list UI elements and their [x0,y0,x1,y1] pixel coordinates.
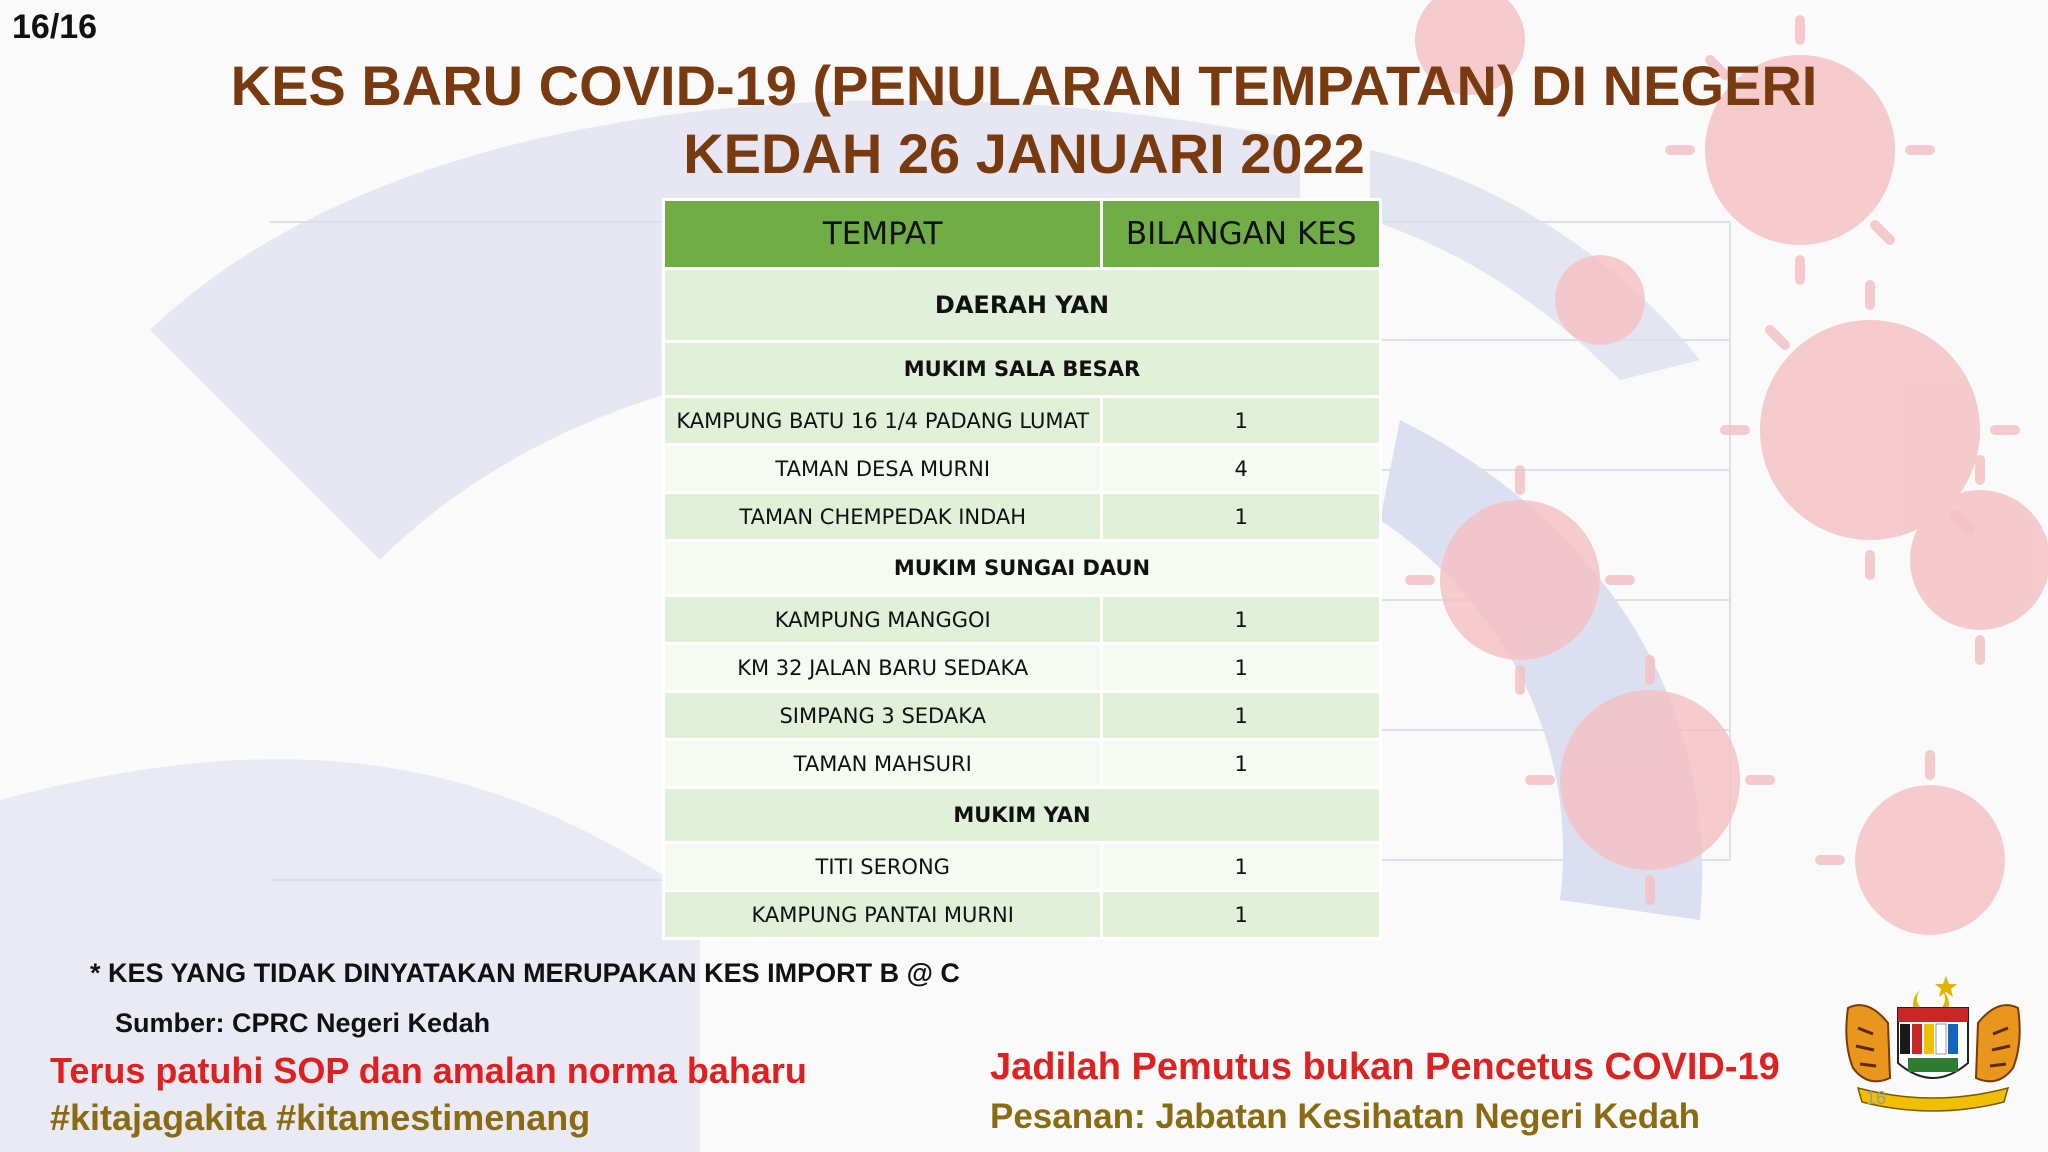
mukim-row [664,541,1381,596]
place-cell: TAMAN CHEMPEDAK INDAH [664,493,1102,541]
mukim-name: MUKIM YAN [664,788,1381,843]
cases-cell: 4 [1102,445,1381,493]
table-row [664,596,1381,644]
slide-corner-number: 16 [1866,1088,1887,1108]
page-number: 16/16 [12,8,98,46]
title-line-2: KEDAH 26 JANUARI 2022 [683,122,1365,185]
cases-cell: 1 [1102,644,1381,692]
table-row [664,692,1381,740]
mukim-row [664,788,1381,843]
mukim-name: MUKIM SALA BESAR [664,342,1381,397]
place-cell: TAMAN DESA MURNI [664,445,1102,493]
tagline: Jadilah Pemutus bukan Pencetus COVID-19 [990,1046,1780,1088]
message-credit: Pesanan: Jabatan Kesihatan Negeri Kedah [990,1097,1700,1136]
cases-cell: 1 [1102,740,1381,788]
place-cell: TAMAN MAHSURI [664,740,1102,788]
place-cell: KAMPUNG PANTAI MURNI [664,891,1102,939]
table-header-row [664,200,1381,269]
table-row [664,891,1381,939]
table-row [664,397,1381,445]
place-cell: KAMPUNG MANGGOI [664,596,1102,644]
title-line-1: KES BARU COVID-19 (PENULARAN TEMPATAN) DI NEGERI [230,54,1818,117]
sop-slogan: Terus patuhi SOP dan amalan norma baharu [50,1050,807,1091]
district-row [664,269,1381,342]
cases-cell: 1 [1102,891,1381,939]
coat-of-arms-icon [1828,968,2038,1118]
hashtags: #kitajagakita #kitamestimenang [50,1097,591,1138]
table-row [664,644,1381,692]
cases-table [662,198,1382,940]
place-cell: TITI SERONG [664,843,1102,891]
table-row [664,740,1381,788]
mukim-name: MUKIM SUNGAI DAUN [664,541,1381,596]
table-row [664,493,1381,541]
page-title [0,52,2048,188]
table-row [664,445,1381,493]
table-row [664,843,1381,891]
source-text: Sumber: CPRC Negeri Kedah [115,1008,491,1038]
cases-cell: 1 [1102,493,1381,541]
cases-cell: 1 [1102,397,1381,445]
column-header-place: TEMPAT [664,200,1102,269]
district-name: DAERAH YAN [664,269,1381,342]
column-header-cases: BILANGAN KES [1102,200,1381,269]
place-cell: KAMPUNG BATU 16 1/4 PADANG LUMAT [664,397,1102,445]
mukim-row [664,342,1381,397]
cases-cell: 1 [1102,692,1381,740]
cases-cell: 1 [1102,843,1381,891]
place-cell: SIMPANG 3 SEDAKA [664,692,1102,740]
cases-cell: 1 [1102,596,1381,644]
footnote: * KES YANG TIDAK DINYATAKAN MERUPAKAN KES IMPORT B @ C [90,958,960,988]
place-cell: KM 32 JALAN BARU SEDAKA [664,644,1102,692]
